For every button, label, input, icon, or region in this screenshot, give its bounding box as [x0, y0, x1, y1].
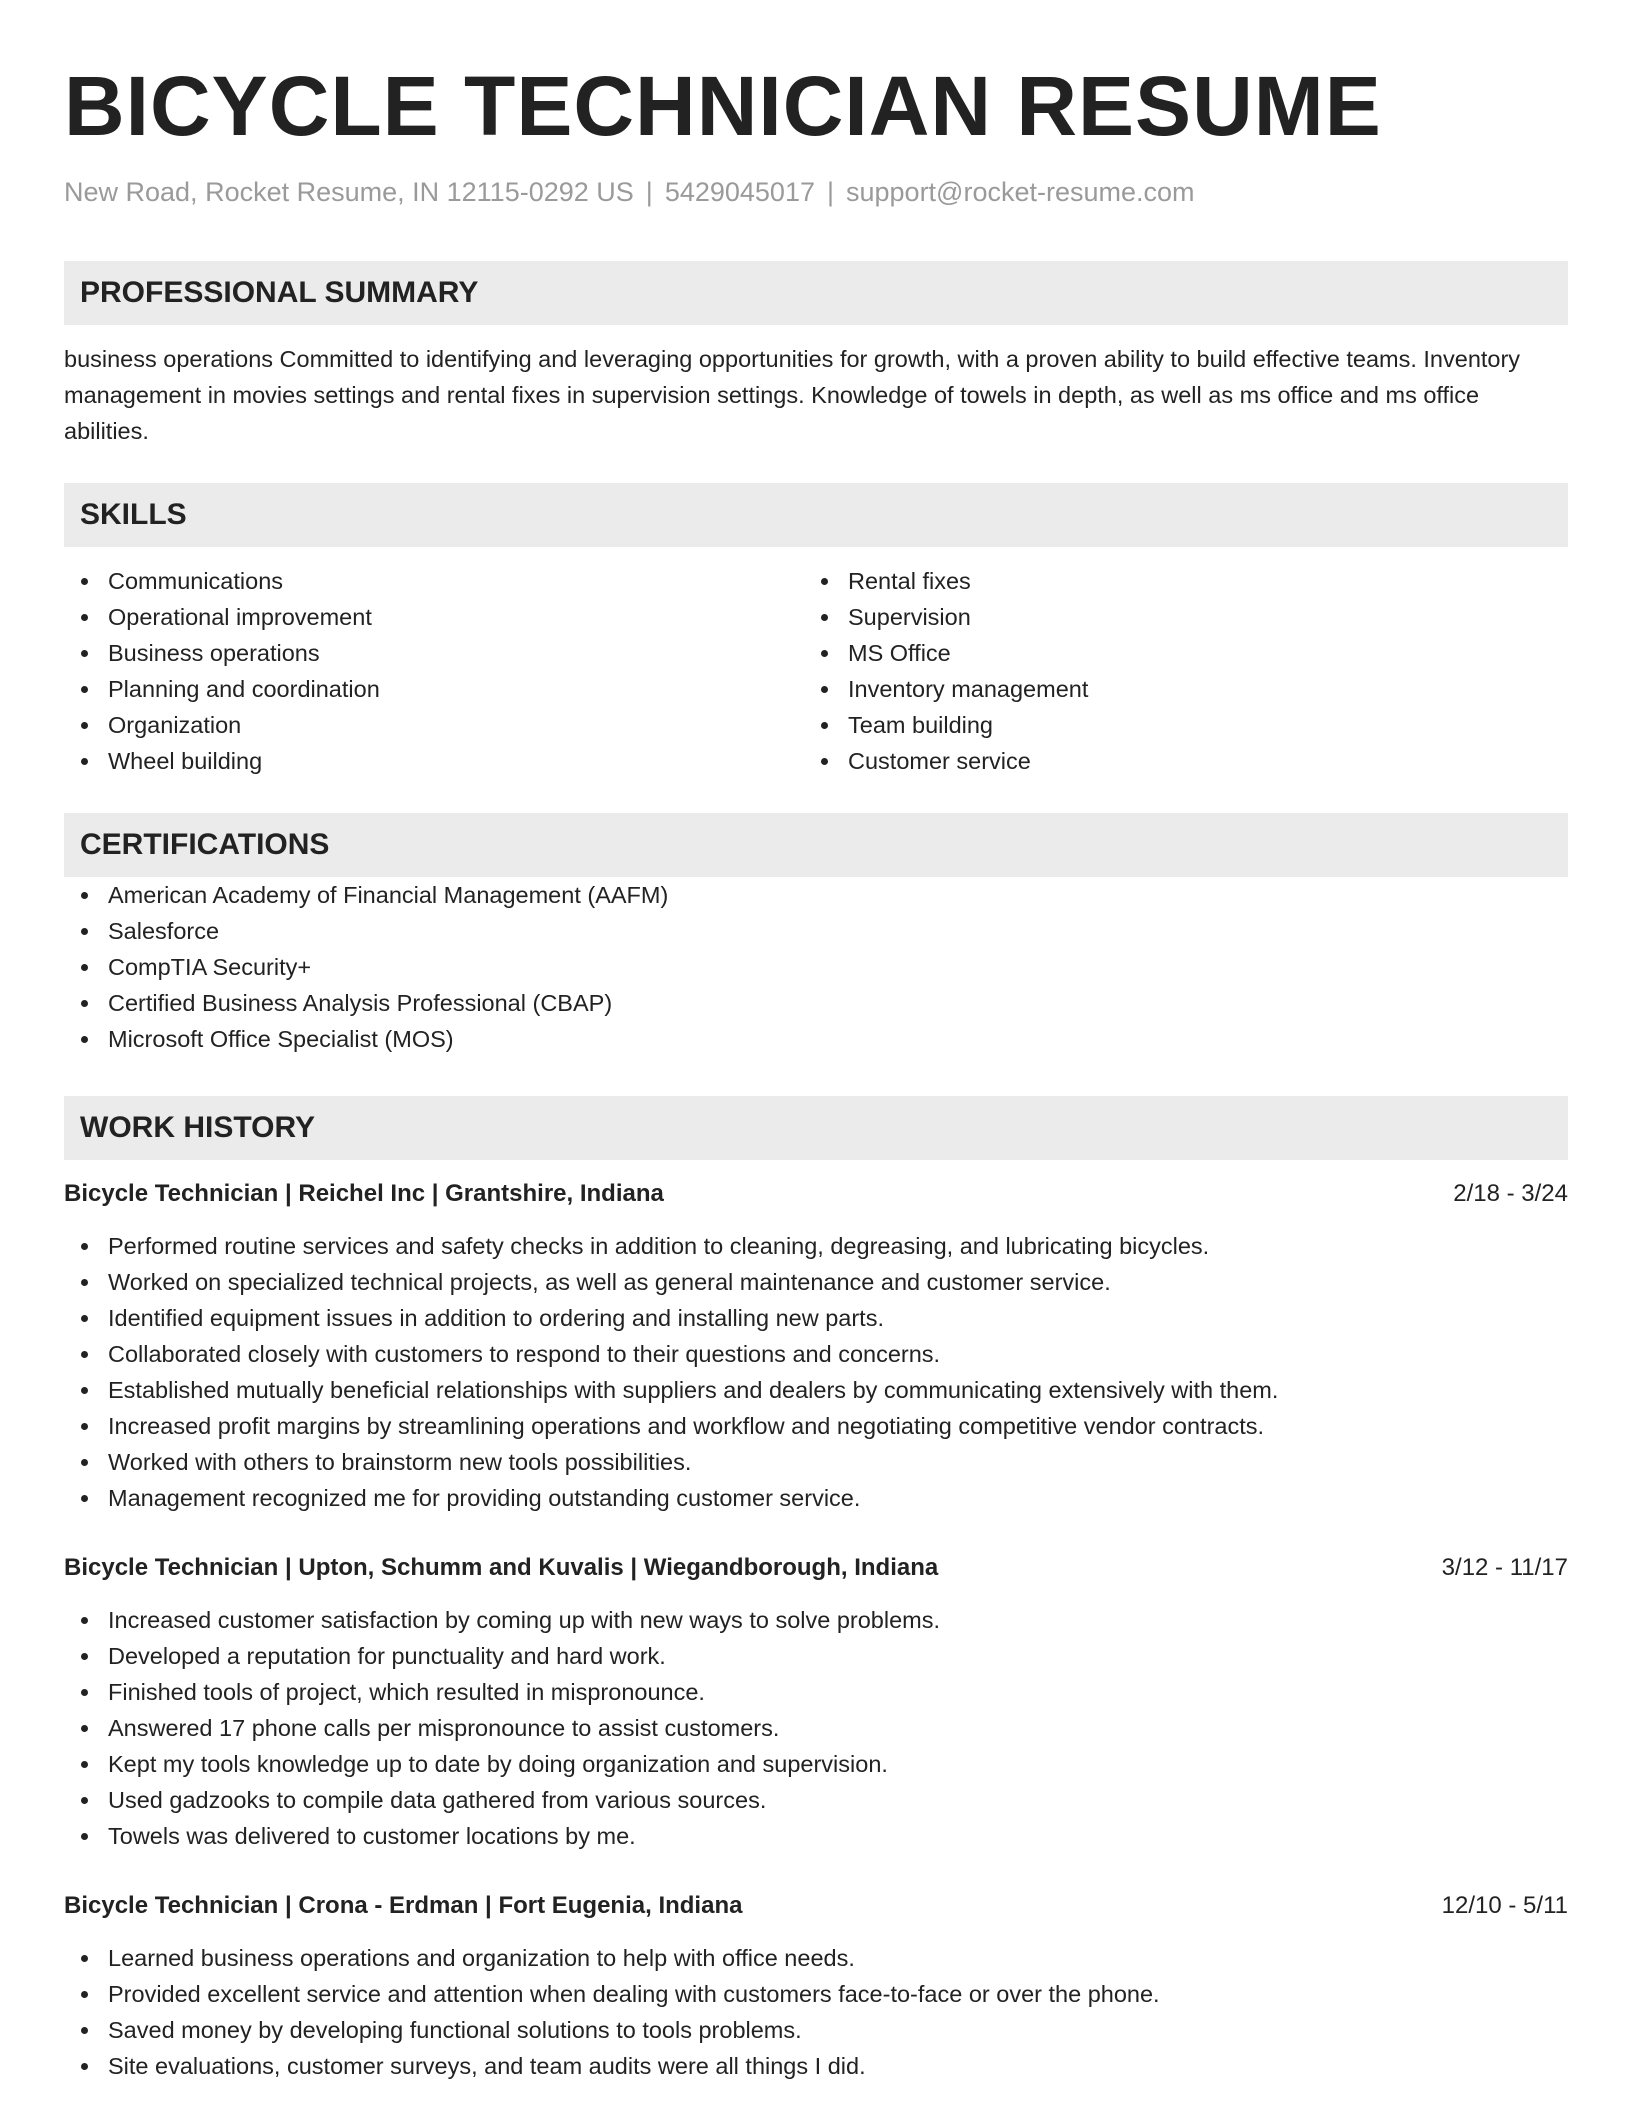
skill-item: Team building	[804, 707, 1544, 743]
summary-section	[64, 261, 1568, 449]
resume-title: BICYCLE TECHNICIAN RESUME	[64, 59, 1382, 153]
skill-item: Supervision	[804, 599, 1544, 635]
contact-address: New Road, Rocket Resume, IN 12115-0292 US	[64, 177, 634, 207]
job-duty-item: Identified equipment issues in addition to ordering and installing new parts.	[64, 1300, 1568, 1336]
job-duty-item: Site evaluations, customer surveys, and team audits were all things I did.	[64, 2048, 1568, 2084]
certifications-list	[64, 877, 1568, 1057]
contact-separator: |	[645, 177, 653, 207]
job-duty-item: Saved money by developing functional solutions to tools problems.	[64, 2012, 1568, 2048]
job-duty-item: Worked on specialized technical projects, as well as general maintenance and customer service.	[64, 1264, 1568, 1300]
job-entry	[64, 1888, 1568, 2084]
contact-email: support@rocket-resume.com	[846, 177, 1195, 207]
job-duty-item: Kept my tools knowledge up to date by doing organization and supervision.	[64, 1746, 1568, 1782]
contact-phone: 5429045017	[664, 177, 815, 207]
work-history-section	[64, 1096, 1568, 2084]
skills-heading: SKILLS	[64, 483, 1568, 547]
summary-heading: PROFESSIONAL SUMMARY	[64, 261, 1568, 325]
skill-item: Organization	[64, 707, 804, 743]
job-duty-item: Provided excellent service and attention when dealing with customers face-to-face or over the phone.	[64, 1976, 1568, 2012]
job-entry	[64, 1176, 1568, 1516]
job-duty-item: Learned business operations and organization to help with office needs.	[64, 1940, 1568, 1976]
skills-section	[64, 483, 1568, 779]
certification-item: Salesforce	[64, 913, 1568, 949]
job-dates: 12/10 - 5/11	[1441, 1892, 1568, 1919]
certification-item: American Academy of Financial Management (AAFM)	[64, 877, 1568, 913]
contact-separator: |	[826, 177, 834, 207]
skills-column-right	[804, 563, 1544, 779]
skill-item: Inventory management	[804, 671, 1544, 707]
summary-text: business operations Committed to identifying and leveraging opportunities for growth, with a proven ability to build effective teams. Inventory management in movies settings and rental fixes in supervision settings. Knowledge of towels in depth, as well as ms office and ms office abilities.	[64, 346, 1521, 444]
job-duty-item: Collaborated closely with customers to respond to their questions and concerns.	[64, 1336, 1568, 1372]
certification-item: Microsoft Office Specialist (MOS)	[64, 1021, 1568, 1057]
skills-grid	[64, 563, 1568, 779]
job-duty-item: Developed a reputation for punctuality and hard work.	[64, 1638, 1568, 1674]
skill-item: Rental fixes	[804, 563, 1544, 599]
job-duty-item: Management recognized me for providing outstanding customer service.	[64, 1480, 1568, 1516]
certifications-section	[64, 813, 1568, 1057]
skills-list-right	[804, 563, 1544, 779]
skills-column-left	[64, 563, 804, 779]
skill-item: Communications	[64, 563, 804, 599]
job-entry	[64, 1550, 1568, 1854]
job-title: Bicycle Technician | Reichel Inc | Grantshire, Indiana	[64, 1180, 664, 1207]
job-duty-item: Towels was delivered to customer locations by me.	[64, 1818, 1568, 1854]
job-duties-list	[64, 1602, 1568, 1854]
job-duty-item: Performed routine services and safety checks in addition to cleaning, degreasing, and lubricating bicycles.	[64, 1228, 1568, 1264]
job-duties-list	[64, 1940, 1568, 2084]
certifications-heading: CERTIFICATIONS	[64, 813, 1568, 877]
job-title: Bicycle Technician | Upton, Schumm and Kuvalis | Wiegandborough, Indiana	[64, 1554, 939, 1581]
job-duty-item: Finished tools of project, which resulted in mispronounce.	[64, 1674, 1568, 1710]
skill-item: Operational improvement	[64, 599, 804, 635]
skill-item: Business operations	[64, 635, 804, 671]
contact-line	[64, 174, 1568, 210]
job-duty-item: Increased customer satisfaction by coming up with new ways to solve problems.	[64, 1602, 1568, 1638]
job-duty-item: Used gadzooks to compile data gathered from various sources.	[64, 1782, 1568, 1818]
skill-item: MS Office	[804, 635, 1544, 671]
job-dates: 3/12 - 11/17	[1441, 1554, 1568, 1581]
work-history-heading: WORK HISTORY	[64, 1096, 1568, 1160]
job-header	[64, 1550, 1568, 1586]
skill-item: Customer service	[804, 743, 1544, 779]
job-duty-item: Worked with others to brainstorm new tools possibilities.	[64, 1444, 1568, 1480]
skills-list-left	[64, 563, 804, 779]
certification-item: Certified Business Analysis Professional (CBAP)	[64, 985, 1568, 1021]
job-header	[64, 1176, 1568, 1212]
job-duty-item: Established mutually beneficial relationships with suppliers and dealers by communicating extensively with them.	[64, 1372, 1568, 1408]
skill-item: Planning and coordination	[64, 671, 804, 707]
certification-item: CompTIA Security+	[64, 949, 1568, 985]
job-duty-item: Increased profit margins by streamlining operations and workflow and negotiating competitive vendor contracts.	[64, 1408, 1568, 1444]
job-duties-list	[64, 1228, 1568, 1516]
skill-item: Wheel building	[64, 743, 804, 779]
job-duty-item: Answered 17 phone calls per mispronounce to assist customers.	[64, 1710, 1568, 1746]
job-header	[64, 1888, 1568, 1924]
job-title: Bicycle Technician | Crona - Erdman | Fort Eugenia, Indiana	[64, 1892, 743, 1919]
job-dates: 2/18 - 3/24	[1453, 1180, 1568, 1207]
